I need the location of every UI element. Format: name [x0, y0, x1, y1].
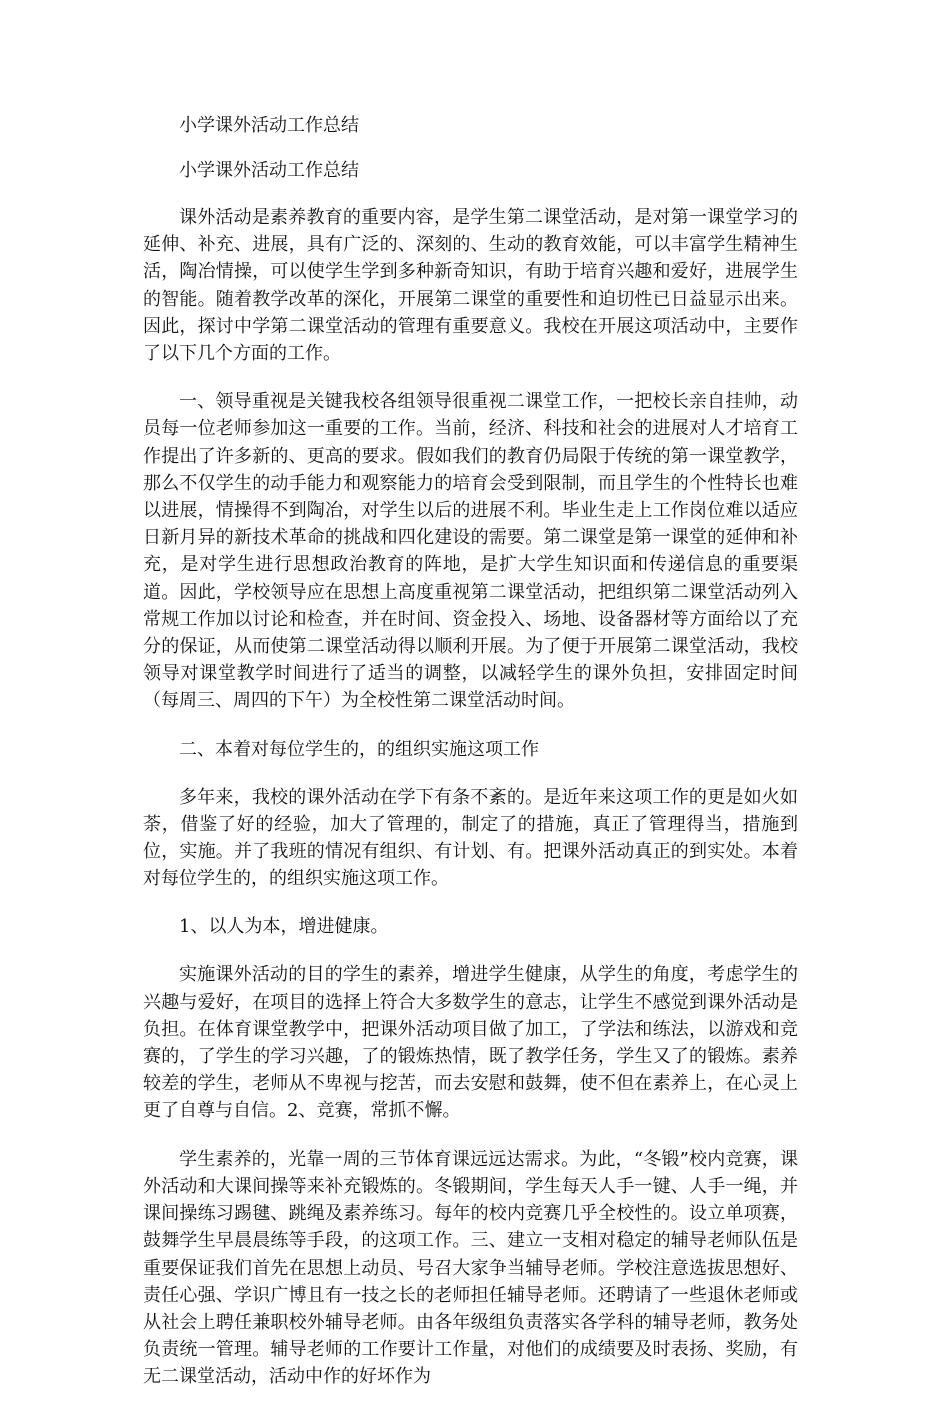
paragraph-intro: 课外活动是素养教育的重要内容，是学生第二课堂活动，是对第一课堂学习的延伸、补充、进展，具有广泛的、深刻的、生动的教育效能，可以丰富学生精神生活，陶冶情操，可以使学生学到多种新奇知识，有助于培育兴趣和爱好，进展学生的智能。随着教学改革的深化，开展第二课堂的重要性和迫切性已日益显示出来。因此，探讨中学第二课堂活动的管理有重要意义。我校在开展这项活动中，主要作了以下几个方面的工作。	[143, 207, 798, 365]
paragraph-subsection-2: 学生素养的，光靠一周的三节体育课远远达需求。为此，“冬锻”校内竞赛，课外活动和大课间操等来补充锻炼的。冬锻期间，学生每天人手一键、人手一绳，并课间操练习踢毽、跳绳及素养练习。每年的校内竞赛几乎全校性的。设立单项赛，鼓舞学生早晨晨练等手段，的这项工作。三、建立一支相对稳定的辅导老师队伍是重要保证我们首先在思想上动员、号召大家争当辅导老师。学校注意选拔思想好、责任心强、学识广博且有一技之长的老师担任辅导老师。还聘请了一些退休老师或从社会上聘任兼职校外辅导老师。由各年级组负责落实各学科的辅导老师，教务处负责统一管理。辅导老师的工作要计工作量，对他们的成绩要及时表扬、奖励，有无二课堂活动，活动中作的好坏作为	[143, 1148, 798, 1388]
paragraph-section-1: 一、领导重视是关键我校各组领导很重视二课堂工作，一把校长亲自挂帅，动员每一位老师参加这一重要的工作。当前，经济、科技和社会的进展对人才培育工作提出了许多新的、更高的要求。假如我们的教育仍局限于传统的第一课堂教学，那么不仅学生的动手能力和观察能力的培育会受到限制，而且学生的个性特长也难以进展，情操得不到陶冶，对学生以后的进展不利。毕业生走上工作岗位难以适应日新月异的新技术革命的挑战和四化建设的需要。第二课堂是第一课堂的延伸和补充，是对学生进行思想政治教育的阵地，是扩大学生知识面和传递信息的重要渠道。因此，学校领导应在思想上高度重视第二课堂活动，把组织第二课堂活动列入常规工作加以讨论和检查，并在时间、资金投入、场地、设备器材等方面给以了充分的保证，从而使第二课堂活动得以顺利开展。为了便于开展第二课堂活动，我校领导对课堂教学时间进行了适当的调整，以减轻学生的课外负担，安排固定时间（每周三、周四的下午）为全校性第二课堂活动时间。	[143, 391, 798, 712]
document-title: 小学课外活动工作总结	[179, 115, 359, 136]
document-subtitle: 小学课外活动工作总结	[179, 160, 359, 181]
paragraph-section-2: 多年来，我校的课外活动在学下有条不紊的。是近年来这项工作的更是如火如荼，借鉴了好的经验，加大了管理的，制定了的措施，真正了管理得当，措施到位，实施。并了我班的情况有组织、有计划、有。把课外活动真正的到实处。本着对每位学生的，的组织实施这项工作。	[143, 786, 798, 890]
paragraph-subsection-1: 实施课外活动的目的学生的素养，增进学生健康，从学生的角度，考虑学生的兴趣与爱好，在项目的选择上符合大多数学生的意志，让学生不感觉到课外活动是负担。在体育课堂教学中，把课外活动项目做了加工，了学法和练法，以游戏和竞赛的，了学生的学习兴趣，了的锻炼热情，既了教学任务，学生又了的锻炼。素养较差的学生，老师从不卑视与挖苦，而去安慰和鼓舞，使不但在素养上，在心灵上更了自尊与自信。2、竞赛，常抓不懈。	[143, 964, 798, 1122]
subsection-heading-1: 1、以人为本，增进健康。	[179, 916, 389, 938]
document-body	[143, 112, 798, 1412]
section-heading-2: 二、本着对每位学生的，的组织实施这项工作	[179, 738, 539, 760]
